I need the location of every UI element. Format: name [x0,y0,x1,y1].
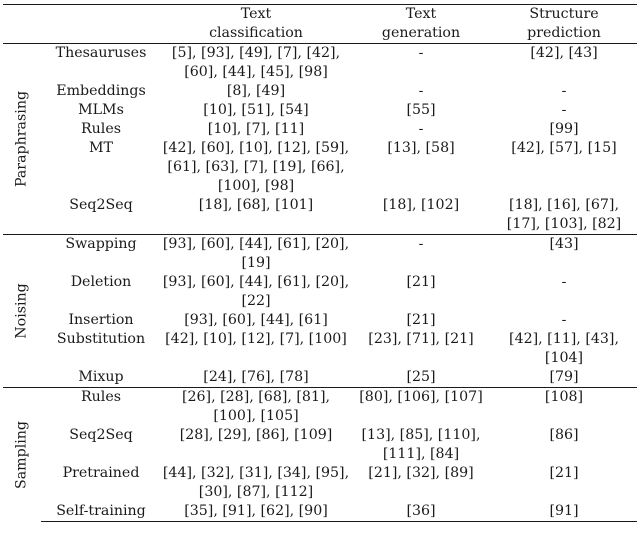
method-cell [41,44,161,83]
group-label-cell [3,235,41,388]
header-text-generation [351,5,491,44]
structure-prediction-cell [491,273,637,311]
structure-prediction-cell-text: [108] [544,389,584,405]
text-generation-cell [351,82,491,101]
group-label-cell [3,44,41,235]
method-cell-text: Embeddings [56,83,146,99]
augmentation-methods-table [3,4,637,522]
text-generation-cell [351,388,491,427]
text-classification-cell [161,196,351,235]
method-cell-text: Mixup [78,369,124,385]
text-classification-cell [161,82,351,101]
method-cell [41,426,161,464]
structure-prediction-cell-text: [43] [549,236,579,252]
structure-prediction-cell [491,426,637,464]
structure-prediction-cell-text: [42], [43] [530,45,598,61]
structure-prediction-cell-text: [79] [549,369,579,385]
table-row [3,388,637,427]
text-classification-cell-text: [10], [51], [54] [203,102,309,118]
structure-prediction-cell [491,196,637,235]
text-classification-cell-text: [26], [28], [68], [81], [100], [105] [181,389,331,424]
method-cell-text: MT [89,140,113,156]
text-generation-cell-text: [21], [32], [89] [368,465,474,481]
table-row [3,273,637,311]
method-cell-text: Thesauruses [55,45,147,61]
table-row [3,196,637,235]
structure-prediction-cell-text: [42], [57], [15] [511,140,617,156]
table-row [3,502,637,522]
text-classification-cell-text: [24], [76], [78] [203,369,309,385]
method-cell-text: Deletion [70,274,132,290]
table-row [3,311,637,330]
text-generation-cell [351,502,491,522]
text-generation-cell [351,426,491,464]
text-generation-cell-text: [13], [58] [387,140,455,156]
text-classification-cell [161,101,351,120]
structure-prediction-cell-text: - [561,83,567,99]
text-classification-cell-text: [42], [10], [12], [7], [100] [165,331,347,347]
text-classification-cell-text: [44], [32], [31], [34], [95], [30], [87], [112] [162,465,350,500]
structure-prediction-cell [491,311,637,330]
structure-prediction-cell-text: [42], [11], [43], [104] [509,331,619,366]
text-generation-cell [351,139,491,196]
text-generation-cell [351,235,491,274]
header-structure-prediction-label: Structure prediction [527,6,601,41]
text-generation-cell-text: [80], [106], [107] [359,389,483,405]
header-method-blank [41,5,161,44]
table-row [3,426,637,464]
method-cell-text: Rules [80,121,122,137]
header-text-classification-label: Text classification [209,6,303,41]
structure-prediction-cell-text: - [561,102,567,118]
text-generation-cell-text: - [418,236,424,252]
method-cell-text: Seq2Seq [69,197,133,213]
text-classification-cell-text: [10], [7], [11] [207,121,305,137]
text-classification-cell-text: [18], [68], [101] [198,197,314,213]
text-classification-cell-text: [28], [29], [86], [109] [179,427,333,443]
header-text-generation-label: Text generation [381,6,461,41]
header-row [3,5,637,44]
text-generation-cell-text: [13], [85], [110], [111], [84] [361,427,481,462]
structure-prediction-cell [491,44,637,83]
text-generation-cell-text: [55] [406,102,436,118]
method-cell [41,196,161,235]
text-generation-cell [351,368,491,388]
structure-prediction-cell-text: [21] [549,465,579,481]
group-label: Sampling [13,420,30,489]
text-classification-cell-text: [93], [60], [44], [61], [20], [19] [162,236,350,271]
structure-prediction-cell-text: [18], [16], [67], [17], [103], [82] [506,197,622,232]
text-generation-cell-text: [21] [406,274,436,290]
table-row [3,464,637,502]
text-classification-cell [161,502,351,522]
text-classification-cell-text: [93], [60], [44], [61] [184,312,328,328]
table-row [3,139,637,196]
text-classification-cell [161,273,351,311]
text-generation-cell [351,273,491,311]
text-generation-cell [351,196,491,235]
group-label: Noising [13,283,30,339]
method-cell [41,120,161,139]
method-cell-text: Self-training [56,503,146,519]
method-cell [41,464,161,502]
method-cell-text: Substitution [56,331,146,347]
structure-prediction-cell [491,330,637,368]
method-cell-text: Seq2Seq [69,427,133,443]
text-generation-cell-text: [18], [102] [382,197,460,213]
table-row [3,44,637,83]
text-classification-cell [161,311,351,330]
structure-prediction-cell [491,139,637,196]
structure-prediction-cell [491,235,637,274]
method-cell [41,139,161,196]
method-cell [41,82,161,101]
method-cell-text: Swapping [65,236,137,252]
group-label: Paraphrasing [13,90,30,188]
method-cell [41,330,161,368]
structure-prediction-cell [491,368,637,388]
structure-prediction-cell [491,120,637,139]
method-cell [41,235,161,274]
structure-prediction-cell-text: [91] [549,503,579,519]
text-generation-cell-text: - [418,83,424,99]
text-generation-cell-text: - [418,121,424,137]
text-classification-cell [161,330,351,368]
text-classification-cell [161,139,351,196]
method-cell-text: Pretrained [62,465,140,481]
method-cell-text: Insertion [68,312,134,328]
method-cell [41,273,161,311]
text-classification-cell-text: [8], [49] [226,83,286,99]
structure-prediction-cell [491,82,637,101]
text-classification-cell-text: [5], [93], [49], [7], [42], [60], [44], [45], [98] [171,45,341,80]
text-classification-cell [161,368,351,388]
text-classification-cell [161,235,351,274]
structure-prediction-cell [491,464,637,502]
structure-prediction-cell-text: [86] [549,427,579,443]
header-text-classification [161,5,351,44]
text-generation-cell-text: - [418,45,424,61]
text-generation-cell [351,464,491,502]
method-cell [41,311,161,330]
text-generation-cell [351,101,491,120]
text-classification-cell-text: [93], [60], [44], [61], [20], [22] [162,274,350,309]
text-classification-cell [161,120,351,139]
table-row [3,235,637,274]
text-classification-cell [161,426,351,464]
text-classification-cell-text: [35], [91], [62], [90] [184,503,328,519]
text-classification-cell [161,464,351,502]
method-cell [41,502,161,522]
structure-prediction-cell-text: - [561,312,567,328]
text-generation-cell [351,330,491,368]
header-structure-prediction [491,5,637,44]
text-generation-cell-text: [25] [406,369,436,385]
table-row [3,101,637,120]
text-generation-cell [351,120,491,139]
text-generation-cell-text: [21] [406,312,436,328]
table-body [3,44,637,522]
method-cell [41,101,161,120]
method-cell-text: MLMs [78,102,124,118]
structure-prediction-cell-text: [99] [549,121,579,137]
text-classification-cell [161,44,351,83]
text-classification-cell-text: [42], [60], [10], [12], [59], [61], [63], [7], [19], [66], [100], [98] [162,140,350,194]
method-cell [41,368,161,388]
text-generation-cell-text: [23], [71], [21] [368,331,474,347]
text-generation-cell [351,311,491,330]
table-row [3,82,637,101]
text-classification-cell [161,388,351,427]
table-row [3,368,637,388]
table-row [3,330,637,368]
method-cell-text: Rules [80,389,122,405]
method-cell [41,388,161,427]
structure-prediction-cell-text: - [561,274,567,290]
structure-prediction-cell [491,502,637,522]
table-row [3,120,637,139]
header-group-blank [3,5,41,44]
structure-prediction-cell [491,101,637,120]
group-label-cell [3,388,41,522]
structure-prediction-cell [491,388,637,427]
text-generation-cell-text: [36] [406,503,436,519]
text-generation-cell [351,44,491,83]
